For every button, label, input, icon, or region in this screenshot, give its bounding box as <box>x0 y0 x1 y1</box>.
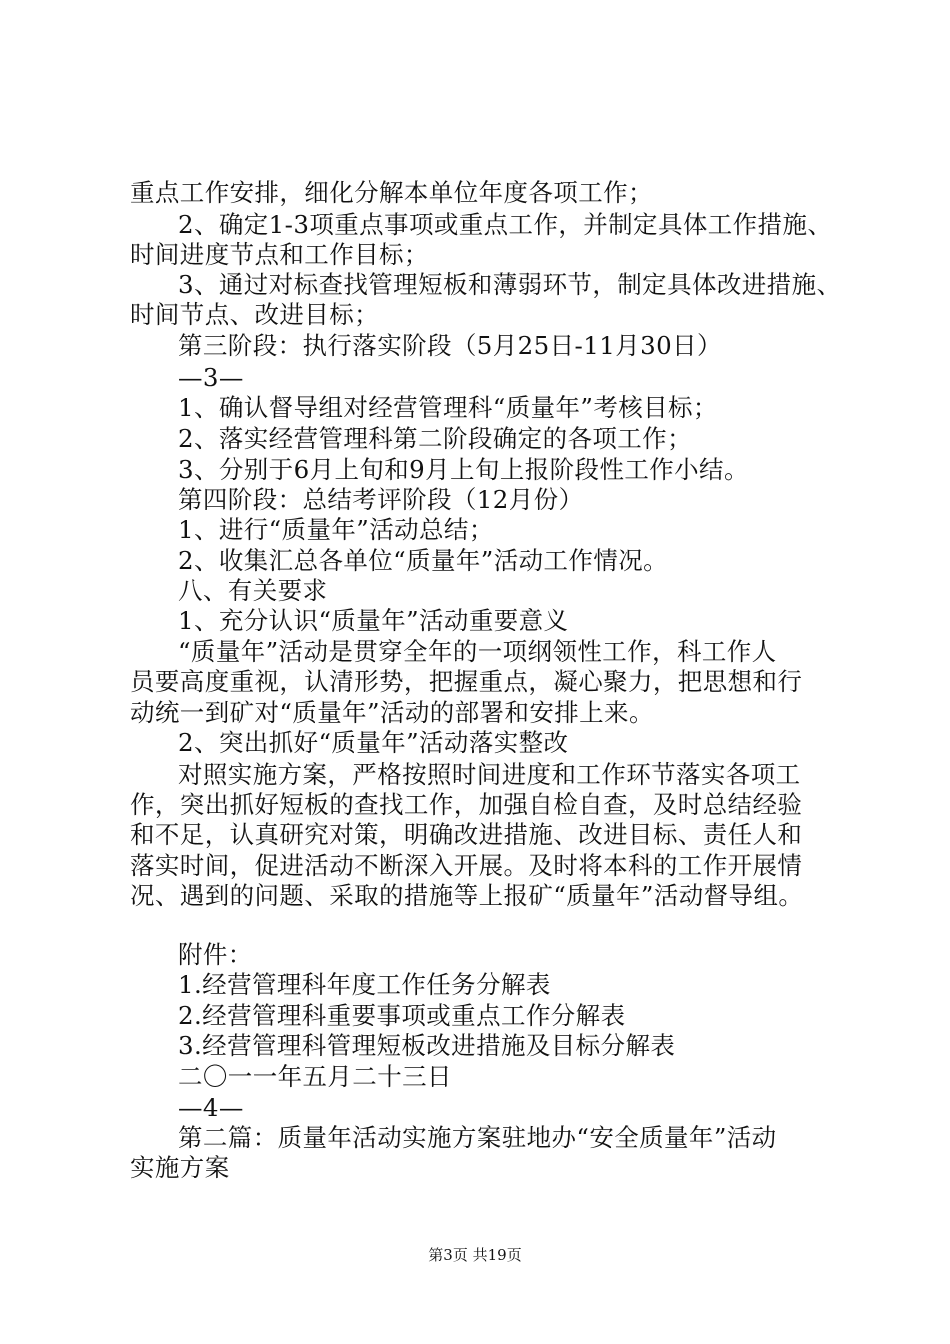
text-line: 动统一到矿对“质量年”活动的部署和安排上来。 <box>130 698 654 727</box>
text-line: 对照实施方案，严格按照时间进度和工作环节落实各项工 <box>178 760 801 789</box>
subsection-heading: 2、突出抓好“质量年”活动落实整改 <box>178 728 569 757</box>
text-line: 2、落实经营管理科第二阶段确定的各项工作； <box>178 424 692 453</box>
text-line: 况、遇到的问题、采取的措施等上报矿“质量年”活动督导组。 <box>130 881 804 910</box>
text-line: 重点工作安排，细化分解本单位年度各项工作； <box>130 178 653 207</box>
attachment-item: 3.经营管理科管理短板改进措施及目标分解表 <box>178 1031 676 1060</box>
page-footer: 第3页 共19页 <box>428 1246 522 1264</box>
text-line: 1、确认督导组对经营管理科“质量年”考核目标； <box>178 393 718 422</box>
stage-heading: 第三阶段：执行落实阶段（5月25日-11月30日） <box>178 331 722 360</box>
text-line: 和不足，认真研究对策，明确改进措施、改进目标、责任人和 <box>130 820 803 849</box>
text-line: 时间节点、改进目标； <box>130 300 379 329</box>
page-number-marker: —3— <box>178 363 244 392</box>
text-line: 员要高度重视，认清形势，把握重点，凝心聚力，把思想和行 <box>130 667 803 696</box>
subsection-heading: 1、充分认识“质量年”活动重要意义 <box>178 606 569 635</box>
attachments-heading: 附件： <box>178 940 253 969</box>
document-date: 二〇一一年五月二十三日 <box>178 1062 452 1091</box>
section-heading: 八、有关要求 <box>178 576 328 605</box>
text-line: 时间进度节点和工作目标； <box>130 240 429 269</box>
text-line: 3、分别于6月上旬和9月上旬上报阶段性工作小结。 <box>178 455 749 484</box>
page-number-marker: —4— <box>178 1093 244 1122</box>
chapter-heading: 第二篇：质量年活动实施方案驻地办“安全质量年”活动 <box>178 1123 777 1152</box>
text-line: 2、确定1-3项重点事项或重点工作，并制定具体工作措施、 <box>178 210 833 239</box>
text-line: 落实时间，促进活动不断深入开展。及时将本科的工作开展情 <box>130 851 803 880</box>
chapter-heading-continued: 实施方案 <box>130 1153 230 1182</box>
text-line: 作，突出抓好短板的查找工作，加强自检自查，及时总结经验 <box>130 790 803 819</box>
stage-heading: 第四阶段：总结考评阶段（12月份） <box>178 485 584 514</box>
attachment-item: 1.经营管理科年度工作任务分解表 <box>178 970 551 999</box>
text-line: “质量年”活动是贯穿全年的一项纲领性工作，科工作人 <box>178 637 777 666</box>
attachment-item: 2.经营管理科重要事项或重点工作分解表 <box>178 1001 626 1030</box>
text-line: 2、收集汇总各单位“质量年”活动工作情况。 <box>178 546 669 575</box>
text-line: 1、进行“质量年”活动总结； <box>178 515 494 544</box>
text-line: 3、通过对标查找管理短板和薄弱环节，制定具体改进措施、 <box>178 270 842 299</box>
